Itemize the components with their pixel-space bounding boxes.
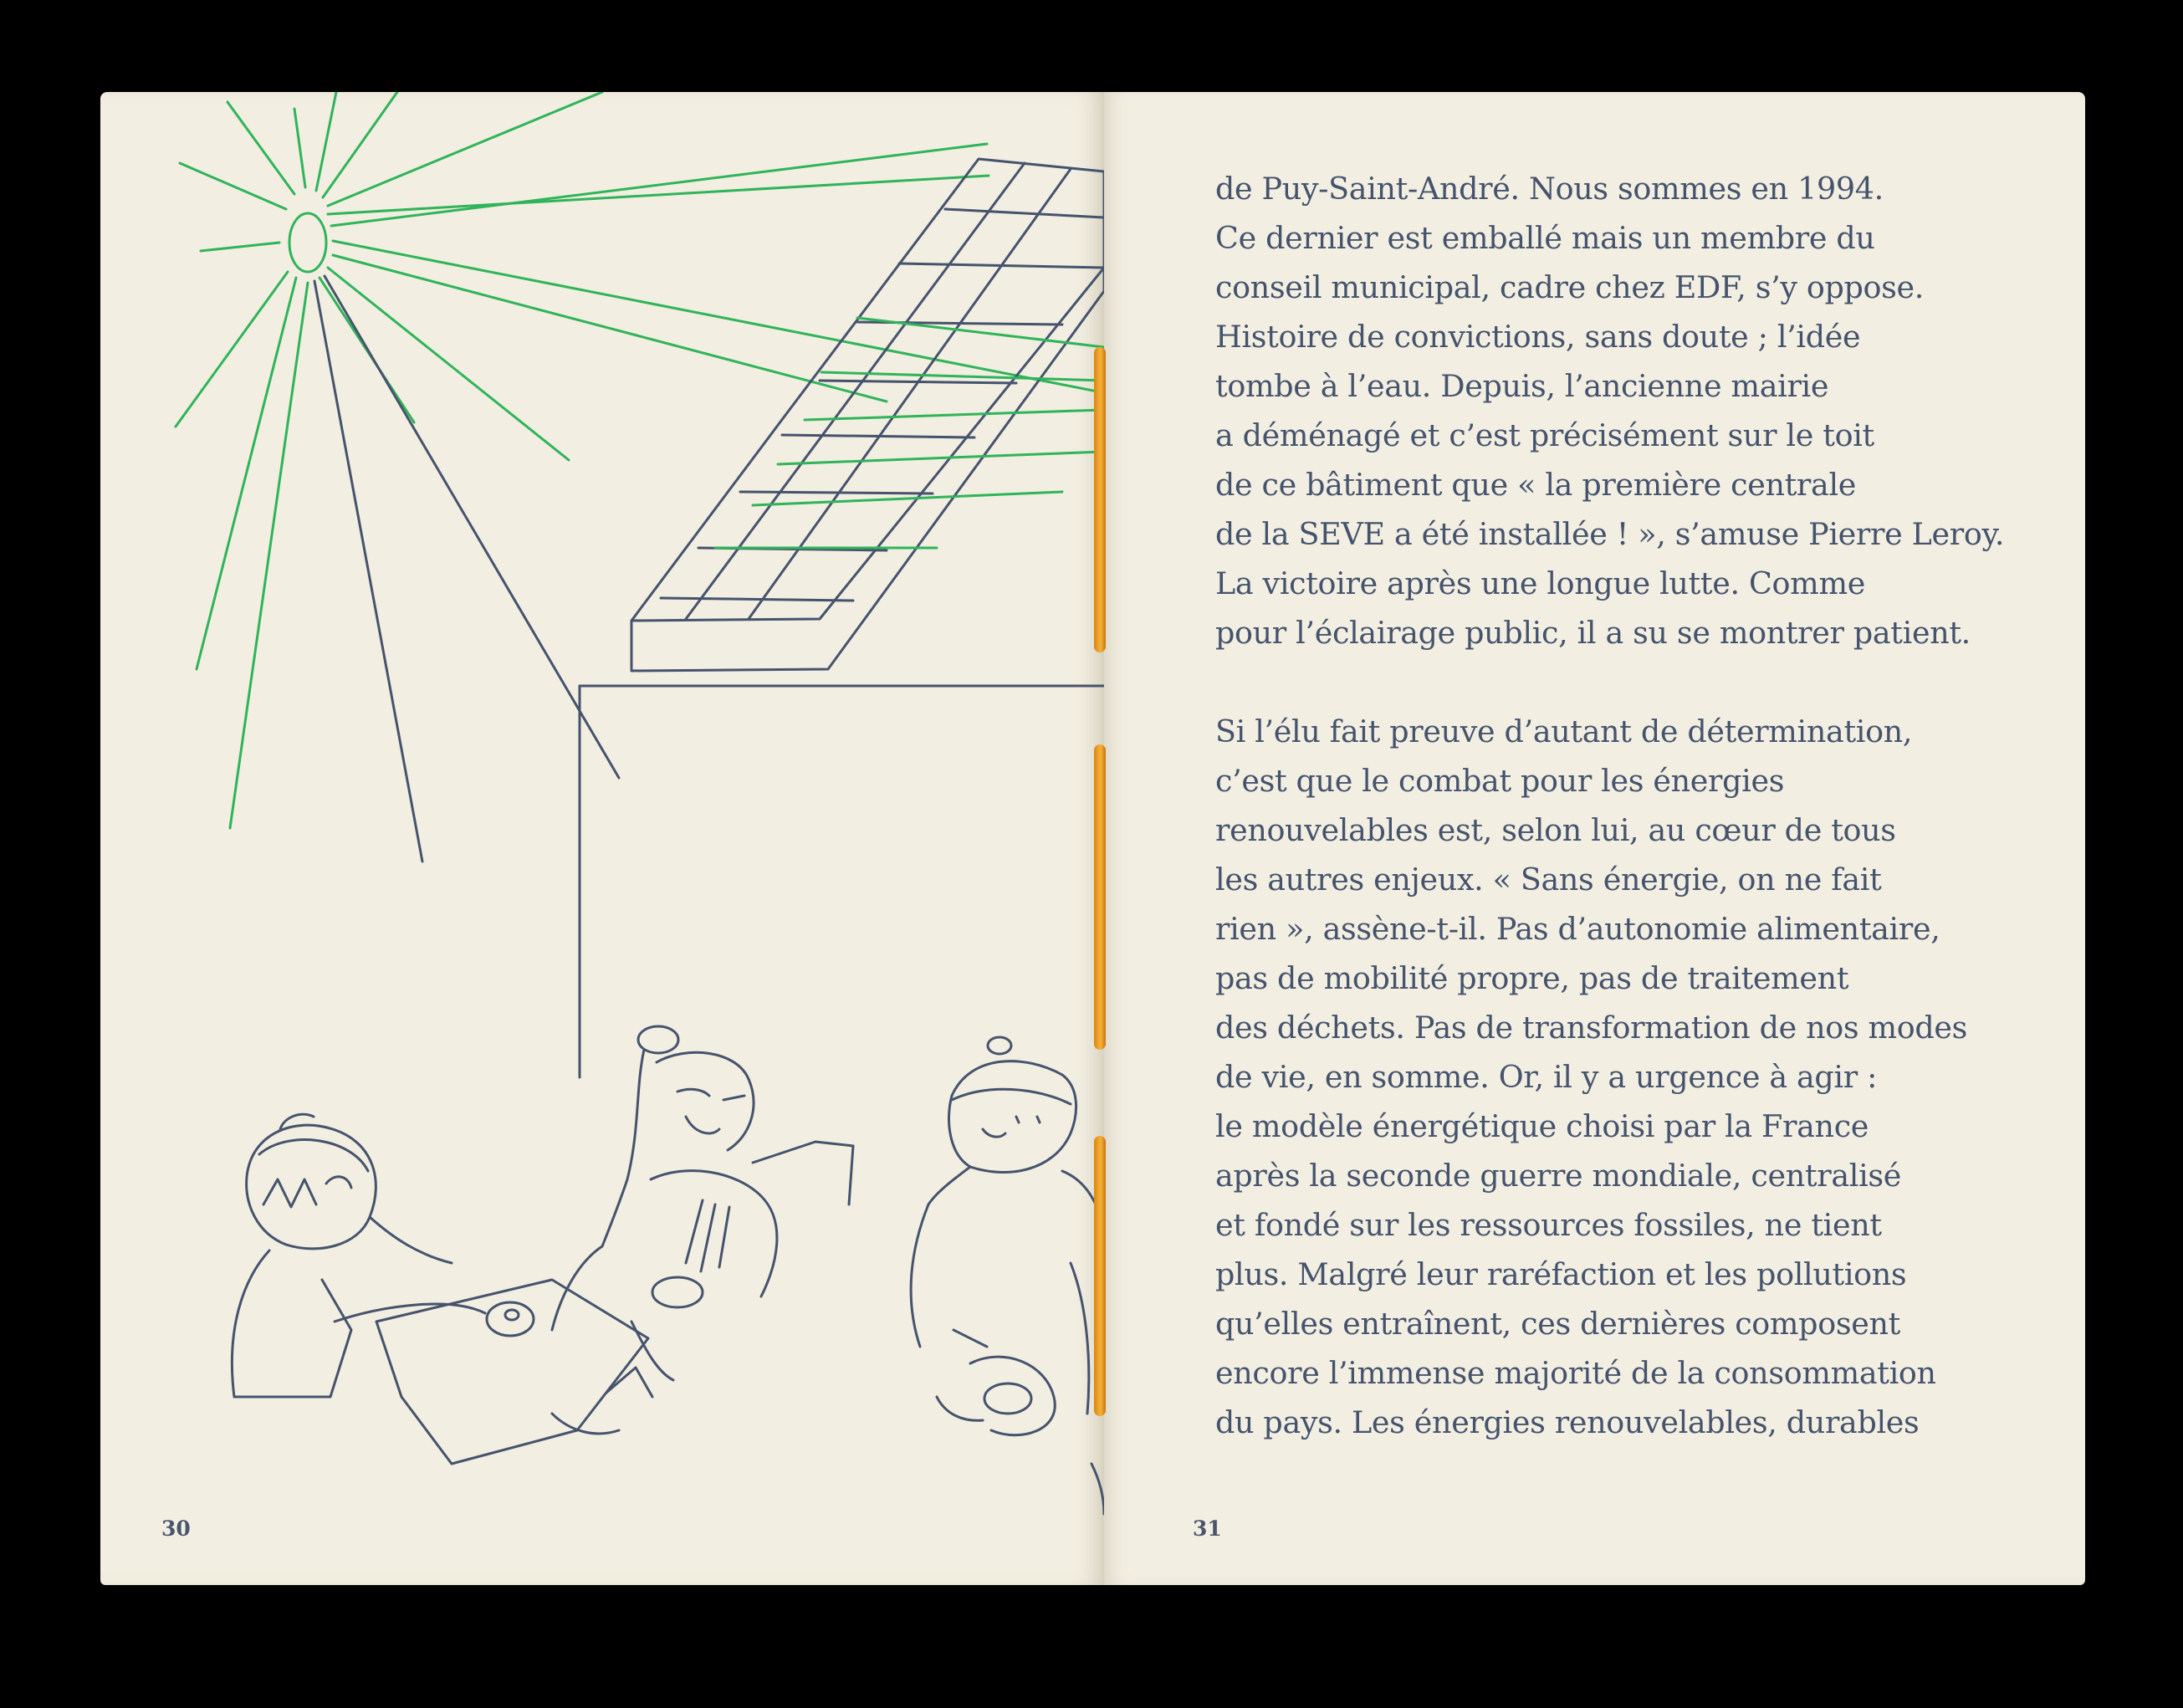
building-roof-icon xyxy=(580,686,1104,1077)
text-line: du pays. Les énergies renouvelables, durables xyxy=(1215,1404,1920,1440)
text-line: le modèle énergétique choisi par la France xyxy=(1215,1108,1869,1144)
text-line: conseil municipal, cadre chez EDF, s’y oppose. xyxy=(1215,269,1925,305)
text-line: de la SEVE a été installée ! », s’amuse Pierre Leroy. xyxy=(1215,516,2005,552)
text-line: rien », assène-t-il. Pas d’autonomie alimentaire, xyxy=(1215,911,1940,947)
binding-thread xyxy=(1094,1136,1106,1416)
right-page xyxy=(1104,92,2085,1585)
text-line: encore l’immense majorité de la consommation xyxy=(1215,1355,1936,1391)
binding-thread xyxy=(1094,744,1106,1050)
page-number-left: 30 xyxy=(161,1516,191,1541)
binding-thread xyxy=(1094,347,1106,652)
text-line: Si l’élu fait preuve d’autant de détermination, xyxy=(1215,713,1913,749)
seated-people-icon xyxy=(232,1026,1104,1514)
text-line: et fondé sur les ressources fossiles, ne tient xyxy=(1215,1207,1882,1243)
text-line: des déchets. Pas de transformation de nos modes xyxy=(1215,1010,1968,1046)
text-line: La victoire après une longue lutte. Comme xyxy=(1215,565,1865,601)
text-line: tombe à l’eau. Depuis, l’ancienne mairie xyxy=(1215,368,1829,404)
text-line: de ce bâtiment que « la première centrale xyxy=(1215,467,1857,503)
text-line: qu’elles entraînent, ces dernières composent xyxy=(1215,1306,1900,1342)
text-line: pour l’éclairage public, il a su se montrer patient. xyxy=(1215,615,1971,651)
text-line: renouvelables est, selon lui, au cœur de tous xyxy=(1215,812,1896,848)
text-line: de vie, en somme. Or, il y a urgence à agir : xyxy=(1215,1059,1878,1095)
text-line: Ce dernier est emballé mais un membre du xyxy=(1215,220,1875,256)
text-line: pas de mobilité propre, pas de traitement xyxy=(1215,960,1849,996)
solar-panel-icon xyxy=(631,159,1104,671)
text-line: plus. Malgré leur raréfaction et les pollutions xyxy=(1215,1256,1907,1292)
illustration-drawing xyxy=(100,92,1104,1585)
text-line: a déménagé et c’est précisément sur le toit xyxy=(1215,417,1874,453)
text-line: Histoire de convictions, sans doute ; l’idée xyxy=(1215,319,1861,355)
sun-icon xyxy=(176,92,1097,828)
text-line: les autres enjeux. « Sans énergie, on ne fait xyxy=(1215,862,1882,897)
text-line: de Puy-Saint-André. Nous sommes en 1994. xyxy=(1215,171,1884,207)
booklet-spread xyxy=(100,92,2085,1585)
text-line: c’est que le combat pour les énergies xyxy=(1215,763,1785,799)
paragraph-2 xyxy=(1215,707,2052,1447)
page-number-right: 31 xyxy=(1193,1516,1222,1541)
left-page xyxy=(100,92,1104,1585)
body-text xyxy=(1215,164,2052,1447)
text-line: après la seconde guerre mondiale, centralisé xyxy=(1215,1158,1902,1194)
sun-ray-blue xyxy=(314,276,619,862)
paragraph-1 xyxy=(1215,164,2052,657)
